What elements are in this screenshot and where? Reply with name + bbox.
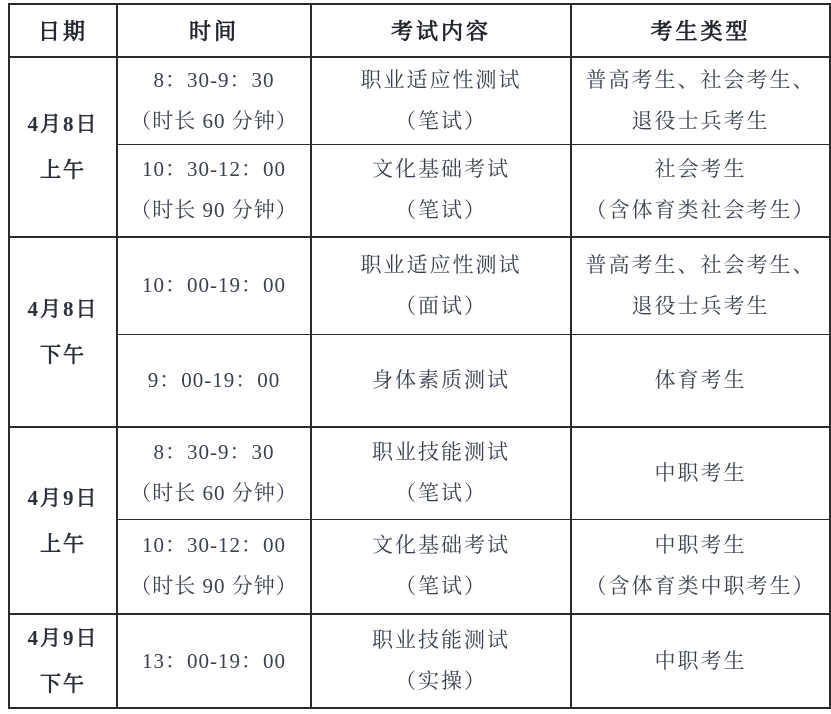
date-line: 上午 <box>40 531 86 556</box>
type-line: 退役士兵考生 <box>631 293 770 318</box>
content-line: 职业适应性测试 <box>360 67 522 92</box>
date-line: 下午 <box>40 343 86 367</box>
type-line: 普高考生、社会考生、 <box>585 252 816 277</box>
time-cell <box>117 144 311 237</box>
time-line: 9：00-19：00 <box>147 367 281 392</box>
type-line: 社会考生 <box>654 157 747 182</box>
candidate-type-cell <box>571 57 830 144</box>
table-row <box>9 144 830 237</box>
time-line: 8：30-9：30 <box>153 440 275 465</box>
column-header-candidate-type: 考生类型 <box>571 4 830 57</box>
date-line: 4月8日 <box>27 112 99 136</box>
exam-content-cell <box>311 237 571 334</box>
content-mode-line: （面试） <box>395 293 487 318</box>
table-row <box>9 334 830 427</box>
column-header-exam-content: 考试内容 <box>311 4 571 57</box>
scanned-exam-schedule-page <box>0 3 831 714</box>
date-cell-apr9-am <box>9 427 117 614</box>
table-row <box>9 614 830 708</box>
type-line: 中职考生 <box>654 533 747 558</box>
exam-content-cell <box>311 614 571 708</box>
date-line: 4月9日 <box>27 485 99 510</box>
table-row <box>9 519 830 614</box>
table-row <box>9 57 830 144</box>
time-duration-line: （时长 90 分钟） <box>130 198 298 223</box>
exam-content-cell <box>311 57 571 144</box>
column-header-date: 日期 <box>9 4 117 57</box>
time-line: 13：00-19：00 <box>142 648 286 673</box>
exam-content-cell <box>311 427 571 519</box>
type-line: 普高考生、社会考生、 <box>585 67 816 92</box>
table-row <box>9 427 830 519</box>
time-duration-line: （时长 60 分钟） <box>130 481 298 506</box>
content-mode-line: （笔试） <box>395 198 487 223</box>
time-cell <box>117 427 311 519</box>
candidate-type-cell <box>571 144 830 237</box>
content-line: 文化基础考试 <box>372 533 510 558</box>
content-mode-line: （笔试） <box>395 108 487 133</box>
date-cell-apr8-am <box>9 57 117 237</box>
time-cell <box>117 237 311 334</box>
content-line: 文化基础考试 <box>372 157 510 182</box>
type-line: 体育考生 <box>654 367 747 392</box>
candidate-type-cell <box>571 614 830 708</box>
date-cell-apr9-pm <box>9 614 117 708</box>
content-mode-line: （笔试） <box>395 481 487 506</box>
date-line: 4月8日 <box>27 297 99 321</box>
date-line: 下午 <box>40 672 86 696</box>
header-row <box>9 4 830 57</box>
content-mode-line: （笔试） <box>395 574 487 599</box>
date-cell-apr8-pm <box>9 237 117 427</box>
type-line: （含体育类中职考生） <box>585 574 816 599</box>
candidate-type-cell <box>571 237 830 334</box>
type-line: 退役士兵考生 <box>631 108 770 133</box>
exam-content-cell <box>311 334 571 427</box>
candidate-type-cell <box>571 519 830 614</box>
time-line: 10：00-19：00 <box>142 273 286 298</box>
time-cell <box>117 519 311 614</box>
content-line: 职业技能测试 <box>372 628 510 652</box>
content-line: 职业适应性测试 <box>360 252 522 277</box>
table-row <box>9 237 830 334</box>
time-cell <box>117 57 311 144</box>
candidate-type-cell <box>571 427 830 519</box>
time-cell <box>117 334 311 427</box>
exam-content-cell <box>311 144 571 237</box>
date-line: 上午 <box>40 158 86 182</box>
content-mode-line: （实操） <box>395 669 487 693</box>
date-line: 4月9日 <box>27 626 99 650</box>
exam-content-cell <box>311 519 571 614</box>
exam-schedule-table <box>8 3 831 709</box>
time-duration-line: （时长 90 分钟） <box>130 574 298 599</box>
time-line: 10：30-12：00 <box>142 157 286 182</box>
type-line: 中职考生 <box>654 648 747 673</box>
type-line: 中职考生 <box>654 460 747 485</box>
column-header-time: 时间 <box>117 4 311 57</box>
time-cell <box>117 614 311 708</box>
type-line: （含体育类社会考生） <box>585 198 816 223</box>
candidate-type-cell <box>571 334 830 427</box>
time-line: 10：30-12：00 <box>142 533 286 558</box>
time-duration-line: （时长 60 分钟） <box>130 108 298 133</box>
content-line: 职业技能测试 <box>372 440 510 465</box>
time-line: 8：30-9：30 <box>153 67 275 92</box>
content-line: 身体素质测试 <box>372 367 510 392</box>
